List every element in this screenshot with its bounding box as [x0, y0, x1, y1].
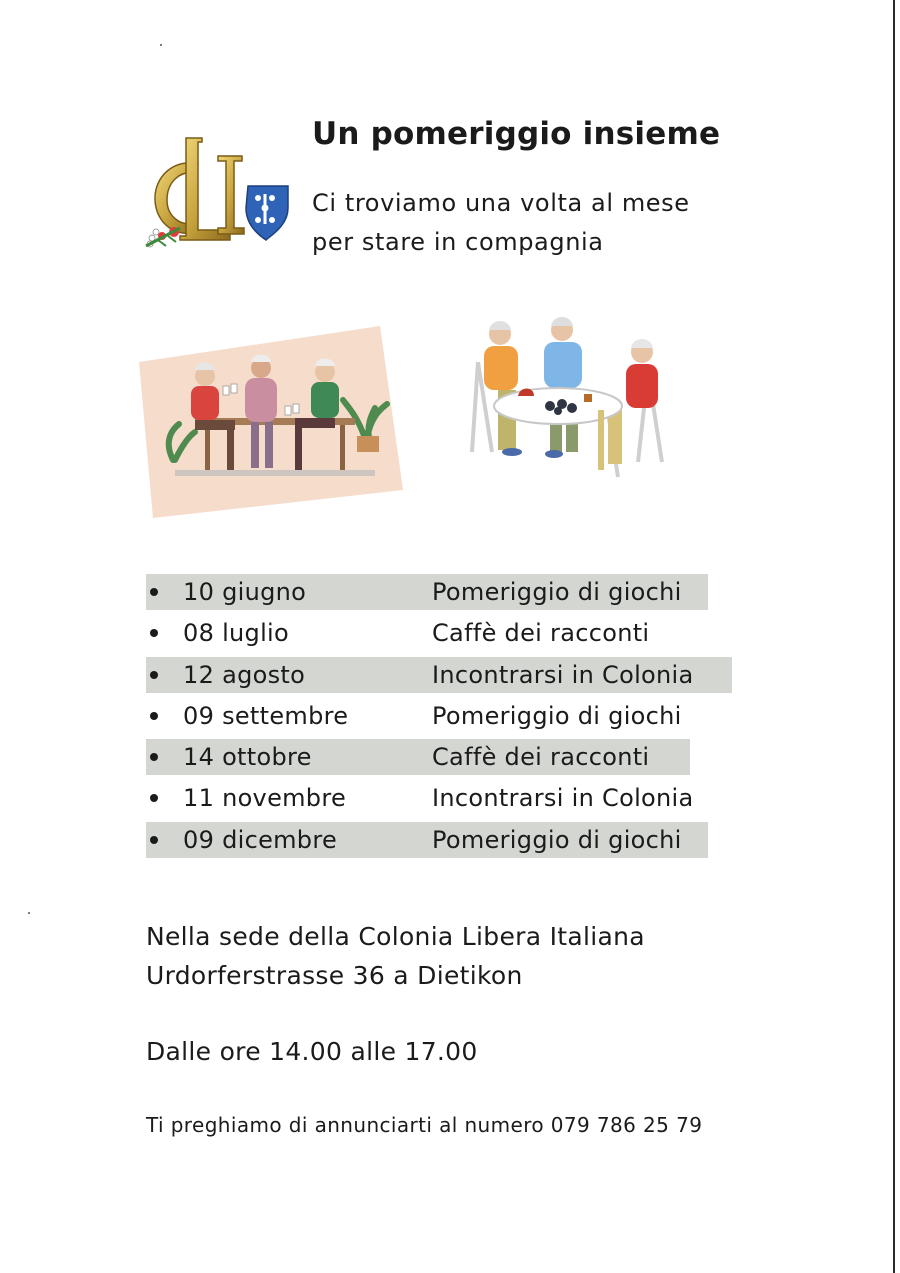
- schedule-event: Caffè dei racconti: [432, 743, 650, 772]
- location: [146, 917, 645, 995]
- schedule-item: [146, 780, 746, 816]
- schedule-event: Incontrarsi in Colonia: [432, 784, 694, 813]
- schedule-date: 09 settembre: [183, 701, 349, 730]
- schedule-item: [146, 574, 746, 610]
- cli-logo-icon: [140, 128, 300, 253]
- scan-speck: [160, 44, 162, 46]
- schedule-item: [146, 698, 746, 734]
- location-line: Nella sede della Colonia Libera Italiana: [146, 922, 645, 951]
- page-edge: [893, 0, 895, 1273]
- schedule-item: [146, 615, 746, 651]
- bullet-icon: [150, 712, 158, 720]
- seniors-coffee-table-icon: [458, 312, 674, 484]
- schedule-date: 12 agosto: [183, 660, 306, 689]
- schedule-item: [146, 657, 746, 693]
- subtitle-line: Ci troviamo una volta al mese: [312, 189, 690, 217]
- schedule-date: 14 ottobre: [183, 743, 312, 772]
- scan-speck: [28, 912, 30, 914]
- schedule-date: 09 dicembre: [183, 825, 338, 854]
- schedule-event: Pomeriggio di giochi: [432, 701, 682, 730]
- schedule-event: Caffè dei racconti: [432, 619, 650, 648]
- seniors-playing-cards-icon: [135, 320, 410, 520]
- schedule-item: [146, 739, 746, 775]
- schedule-event: Pomeriggio di giochi: [432, 825, 682, 854]
- page-title: Un pomeriggio insieme: [312, 116, 721, 152]
- location-line: Urdorferstrasse 36 a Dietikon: [146, 961, 523, 990]
- schedule-event: Incontrarsi in Colonia: [432, 660, 694, 689]
- schedule-date: 10 giugno: [183, 578, 307, 606]
- schedule-item: [146, 822, 746, 858]
- registration-note: Ti preghiamo di annunciarti al numero 079 786 25 79: [146, 1113, 703, 1137]
- schedule-event: Pomeriggio di giochi: [432, 578, 682, 606]
- page-subtitle: [312, 184, 690, 262]
- bullet-icon: [150, 588, 158, 596]
- schedule-date: 08 luglio: [183, 619, 290, 648]
- bullet-icon: [150, 794, 158, 802]
- bullet-icon: [150, 836, 158, 844]
- schedule-date: 11 novembre: [183, 784, 347, 813]
- opening-hours: Dalle ore 14.00 alle 17.00: [146, 1037, 478, 1066]
- subtitle-line: per stare in compagnia: [312, 228, 604, 256]
- schedule-list: [146, 574, 746, 863]
- bullet-icon: [150, 671, 158, 679]
- bullet-icon: [150, 629, 158, 637]
